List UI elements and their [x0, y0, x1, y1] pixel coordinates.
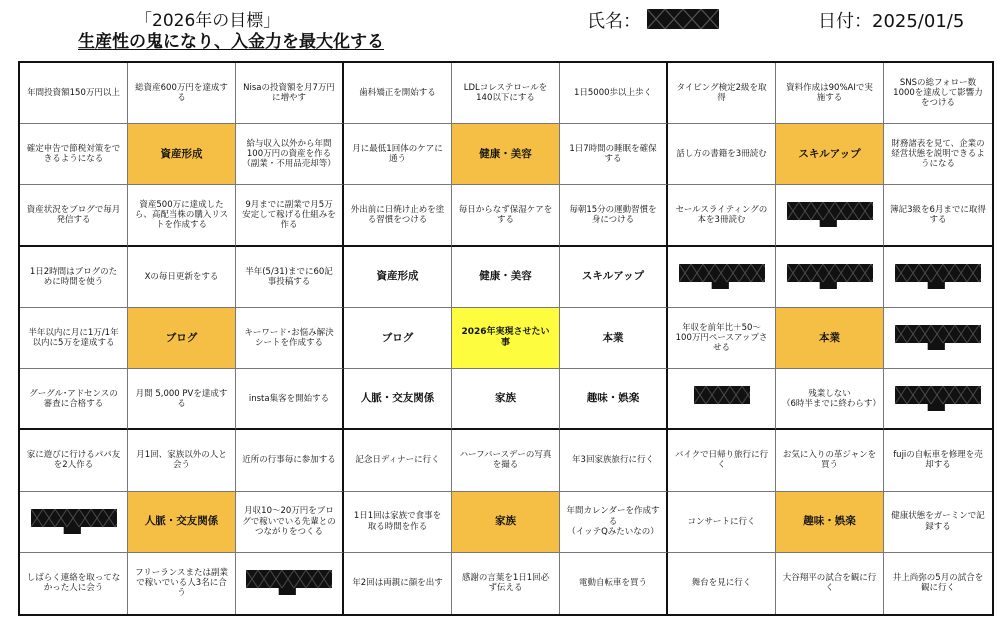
goal-cell [20, 185, 128, 246]
cell-text: 月間 5,000 PVを達成する [135, 388, 228, 409]
cell-text: しばらく連絡を取ってなかった人に会う [26, 573, 121, 594]
category-cell [344, 308, 452, 369]
goal-cell [884, 124, 992, 185]
cell-text: 舞台を見に行く [691, 578, 752, 589]
goal-cell [668, 553, 776, 614]
goal-cell [20, 369, 128, 430]
page-title: 「2026年の目標」 [135, 11, 281, 31]
cell-text: 簿記3級を6月までに取得する [890, 204, 986, 226]
cell-text: 健康状態をガーミンで記録する [891, 511, 985, 532]
cell-text: タイピング検定2級を取得 [676, 82, 767, 104]
cell-text: 外出前に日焼け止めを塗る習慣をつける [350, 204, 445, 226]
goal-cell [236, 247, 344, 308]
goal-cell [236, 185, 344, 246]
cell-text: insta集客を開始する [248, 393, 330, 404]
goal-cell [776, 369, 884, 430]
cell-text: ブログ [165, 331, 198, 344]
cell-text: お気に入りの革ジャンを買う [782, 450, 877, 471]
goal-cell [236, 63, 344, 124]
goal-cell [668, 124, 776, 185]
category-cell [128, 308, 236, 369]
goal-cell [776, 63, 884, 124]
goal-cell [668, 492, 776, 553]
cell-text: 歯科矯正を開始する [359, 88, 436, 99]
goal-cell [452, 553, 560, 614]
category-cell [344, 369, 452, 430]
redaction-block [246, 570, 332, 596]
cell-text: 資料作成は90%AIで実施する [786, 82, 873, 104]
cell-text: 年2回は両親に顔を出す [352, 578, 443, 589]
goal-cell [884, 308, 992, 369]
cell-text: SNSの総フォロー数1000を達成して影響力をつける [893, 77, 983, 109]
redaction-block [679, 264, 765, 290]
cell-text: Xの毎日更新をする [144, 271, 219, 282]
goal-cell [452, 430, 560, 491]
category-cell [128, 492, 236, 553]
goal-cell [20, 124, 128, 185]
goal-cell [560, 492, 668, 553]
goal-cell [344, 430, 452, 491]
cell-text: 残業しない （6時半までに終わらす） [782, 388, 881, 409]
cell-text: 健康・美容 [479, 148, 532, 161]
cell-text: 資産500万に達成したら、高配当株の購入リストを作成する [134, 199, 229, 231]
goal-cell [560, 553, 668, 614]
cell-text: 1日2時間はブログのために時間を使う [29, 266, 118, 287]
goal-cell [236, 308, 344, 369]
goal-cell [884, 553, 992, 614]
cell-text: 家に遊びに行けるパパ友を2人作る [26, 450, 121, 471]
cell-text: 人脈・交友関係 [144, 515, 219, 528]
goal-cell [20, 247, 128, 308]
goal-cell [128, 553, 236, 614]
cell-text: 話し方の書籍を3冊読む [676, 149, 767, 160]
goal-cell [128, 247, 236, 308]
cell-text: 本業 [602, 331, 624, 344]
goal-cell [344, 553, 452, 614]
goal-cell [668, 308, 776, 369]
goal-cell [560, 185, 668, 246]
cell-text: 近所の行事毎に参加する [242, 455, 336, 466]
cell-text: ハーフバースデーの写真を撮る [459, 450, 552, 471]
cell-text: 1日1回は家族で食事を取る時間を作る [353, 511, 442, 532]
cell-text: 確定申告で節税対策をできるようになる [26, 144, 121, 165]
cell-text: コンサートに行く [687, 516, 756, 527]
goal-cell [668, 63, 776, 124]
category-cell [776, 492, 884, 553]
cell-text: セールスライティングの本を3冊読む [675, 204, 768, 226]
mandala-grid [18, 61, 994, 616]
goal-cell [452, 63, 560, 124]
category-cell [452, 492, 560, 553]
goal-cell [452, 185, 560, 246]
cell-text: 毎朝15分の運動習慣を身につける [569, 204, 657, 226]
cell-text: 年間カレンダーを作成する （イッテQみたいなの） [566, 506, 660, 537]
category-cell [560, 308, 668, 369]
cell-text: スキルアップ [798, 148, 861, 161]
goal-cell [128, 369, 236, 430]
cell-text: スキルアップ [581, 270, 645, 283]
goal-cell [236, 553, 344, 614]
goal-cell [236, 492, 344, 553]
goal-cell [236, 124, 344, 185]
cell-text: 資産形成 [160, 148, 203, 161]
goal-cell [560, 430, 668, 491]
date-label: 日付：2025/01/5 [818, 11, 965, 32]
redaction-block [895, 264, 981, 290]
goal-cell [560, 63, 668, 124]
goal-cell [884, 63, 992, 124]
goal-cell [776, 185, 884, 246]
goal-cell [884, 369, 992, 430]
cell-text: 資産状況をブログで毎月発信する [26, 204, 121, 226]
cell-text: 健康・美容 [479, 270, 532, 283]
goal-cell [344, 492, 452, 553]
goal-cell [20, 308, 128, 369]
cell-text: グーグル･アドセンスの審査に合格する [29, 388, 118, 409]
goal-cell [884, 185, 992, 246]
goal-cell [884, 247, 992, 308]
goal-cell [668, 369, 776, 430]
cell-text: 人脈・交友関係 [360, 392, 435, 405]
cell-text: Nisaの投資額を月7万円に増やす [243, 82, 335, 104]
cell-text: 9月までに副業で月5万安定して稼げる仕組みを作る [242, 199, 336, 231]
goal-cell [344, 185, 452, 246]
cell-text: 趣味・娯楽 [586, 392, 640, 405]
cell-text: fujiの自転車を修理を売却する [893, 450, 983, 471]
cell-text: 年収を前年比＋50〜100万円ペースアップさせる [675, 322, 768, 354]
goal-cell [668, 247, 776, 308]
cell-text: 資産形成 [376, 270, 419, 283]
category-cell [128, 124, 236, 185]
center-theme-cell [452, 308, 560, 369]
goal-cell [668, 185, 776, 246]
name-label: 氏名： [587, 11, 641, 32]
goal-cell [128, 63, 236, 124]
goal-cell [128, 185, 236, 246]
cell-text: 半年以内に月に1万/1年以内に5万を達成する [28, 327, 119, 348]
cell-text: 総資産600万円を達成する [135, 82, 228, 104]
cell-text: キーワード･お悩み解決シートを作成する [244, 327, 334, 348]
cell-text: 2026年実現させたい事 [461, 327, 550, 348]
category-cell [344, 247, 452, 308]
cell-text: 月1回、家族以外の人と会う [136, 450, 227, 471]
cell-text: 給与収入以外から年間100万円の資産を作る （副業・不用品売却等） [242, 139, 336, 170]
name-redaction [647, 9, 719, 29]
redaction-block [787, 264, 873, 290]
redaction-block [895, 325, 981, 351]
goal-cell [776, 247, 884, 308]
cell-text: ブログ [381, 331, 414, 344]
cell-text: 1日5000歩以上歩く [573, 88, 653, 99]
cell-text: LDLコレステロールを140以下にする [463, 82, 548, 104]
goal-cell [344, 63, 452, 124]
goal-cell [560, 124, 668, 185]
cell-text: 家族 [495, 392, 516, 405]
category-cell [452, 369, 560, 430]
cell-text: 月に最低1回体のケアに通う [352, 144, 443, 165]
redaction-block [31, 509, 117, 535]
cell-text: 財務諸表を見て、企業の経営状態を説明できるようになる [891, 139, 985, 170]
redaction-block [694, 386, 750, 412]
goal-cell [20, 553, 128, 614]
category-cell [560, 247, 668, 308]
goal-cell [20, 63, 128, 124]
category-cell [776, 124, 884, 185]
category-cell [776, 308, 884, 369]
cell-text: 月収10〜20万円をブログで稼いでいる先輩とのつながりをつくる [242, 506, 336, 537]
category-cell [560, 369, 668, 430]
goal-cell [20, 492, 128, 553]
category-cell [452, 124, 560, 185]
cell-text: 年間投資額150万円以上 [27, 88, 120, 99]
cell-text: 家族 [495, 515, 516, 528]
cell-text: 趣味・娯楽 [803, 515, 856, 528]
goal-cell [884, 492, 992, 553]
cell-text: 半年(5/31)までに60記事投稿する [245, 266, 333, 287]
goal-cell [668, 430, 776, 491]
redaction-block [787, 202, 873, 228]
cell-text: 本業 [819, 331, 840, 344]
cell-text: 電動自転車を買う [578, 578, 647, 589]
redaction-block [895, 386, 981, 412]
cell-text: 記念日ディナーに行く [355, 455, 440, 466]
cell-text: 感謝の言葉を1日1回必ず伝える [461, 573, 550, 594]
goal-cell [20, 430, 128, 491]
goal-cell [128, 430, 236, 491]
page-subtitle: 生産性の鬼になり、入金力を最大化する [78, 32, 384, 52]
goal-cell [236, 430, 344, 491]
cell-text: フリーランスまたは副業で稼いでいる人3名に合う [135, 568, 228, 599]
cell-text: 1日7時間の睡眠を確保する [569, 144, 657, 165]
goal-cell [776, 553, 884, 614]
cell-text: 井上尚弥の5月の試合を観に行く [892, 573, 984, 594]
category-cell [452, 247, 560, 308]
cell-text: バイクで日帰り旅行に行く [674, 450, 769, 471]
cell-text: 年3回家族旅行に行く [572, 455, 654, 466]
goal-cell [236, 369, 344, 430]
goal-cell [776, 430, 884, 491]
goal-cell [344, 124, 452, 185]
cell-text: 大谷翔平の試合を観に行く [782, 573, 877, 594]
goal-cell [884, 430, 992, 491]
cell-text: 毎日からなず保湿ケアをする [458, 204, 553, 226]
